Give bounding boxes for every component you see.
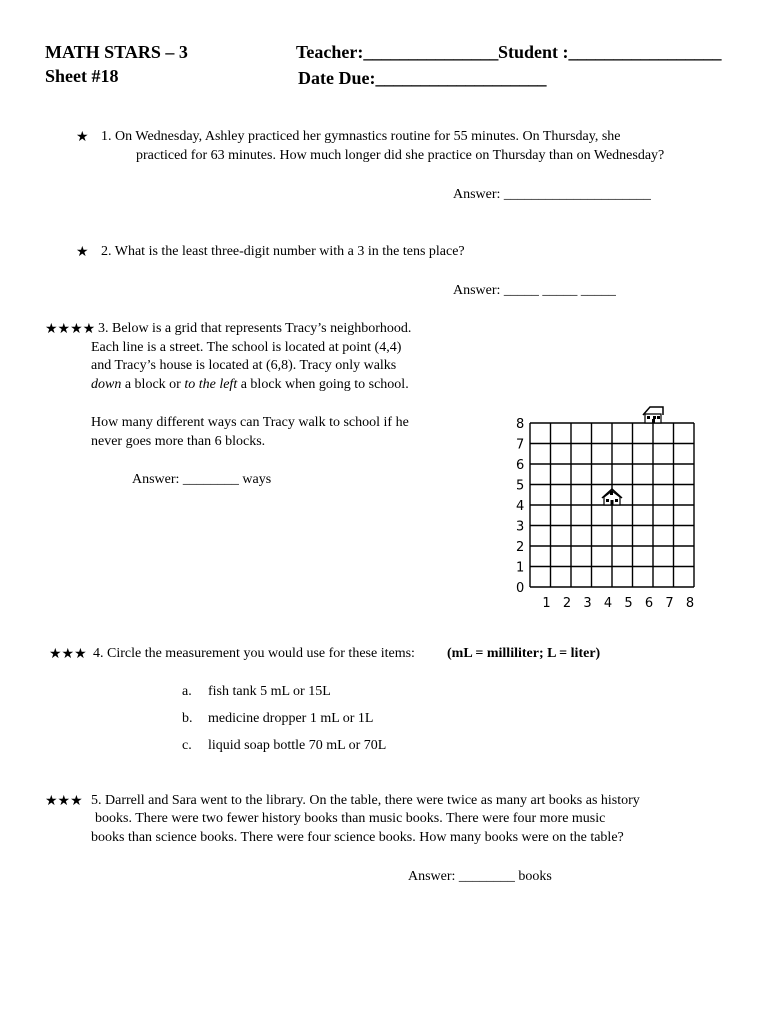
grid-y-label: 1 <box>516 560 525 576</box>
q3-answer[interactable]: Answer: ________ ways <box>132 472 272 487</box>
grid-y-label: 6 <box>516 458 525 473</box>
q4-item-a-letter: a. <box>182 684 192 699</box>
q2-answer[interactable]: Answer: _____ _____ _____ <box>453 283 616 298</box>
q3-text-line1: 3. Below is a grid that represents Tracy’s neighborhood. <box>98 321 412 336</box>
grid-y-label: 7 <box>516 437 525 453</box>
q3-text-line6: never goes more than 6 blocks. <box>91 434 266 449</box>
grid-x-label: 2 <box>562 596 572 611</box>
q3-text-line4 <box>91 377 409 393</box>
teacher-field[interactable]: Teacher:_______________ <box>296 42 499 62</box>
q3-down-emphasis: down <box>91 377 122 392</box>
house-icon <box>643 407 663 423</box>
school-icon <box>602 489 622 505</box>
q5-text-line3: books than science books. There were four science books. How many books were on the table? <box>91 830 624 845</box>
q4-item-c[interactable]: liquid soap bottle 70 mL or 70L <box>208 738 387 753</box>
q3-line4-end: a block when going to school. <box>237 377 409 392</box>
q1-answer[interactable]: Answer: _____________________ <box>453 187 651 202</box>
q1-text-line2: practiced for 63 minutes. How much longer did she practice on Thursday than on Wednesday? <box>136 148 665 163</box>
grid-y-label: 8 <box>516 417 525 432</box>
q1-stars: ★ <box>76 130 89 145</box>
grid-y-label: 3 <box>516 519 525 535</box>
grid-x-label: 3 <box>583 596 592 611</box>
grid-y-label: 4 <box>516 499 525 514</box>
q4-stars: ★★★ <box>49 647 87 662</box>
grid-x-label: 4 <box>603 596 613 611</box>
grid-x-label: 6 <box>644 596 654 611</box>
q2-stars: ★ <box>76 245 89 260</box>
grid-x-label: 5 <box>624 596 633 611</box>
q3-text-line2: Each line is a street. The school is located at point (4,4) <box>91 340 402 355</box>
q4-item-b-letter: b. <box>182 711 193 726</box>
student-field[interactable]: Student :_________________ <box>498 42 722 62</box>
q3-line4-mid: a block or <box>121 377 185 392</box>
q5-answer[interactable]: Answer: ________ books <box>408 869 552 884</box>
q4-item-c-letter: c. <box>182 738 192 753</box>
grid-y-label: 5 <box>516 478 525 494</box>
grid-y-label: 0 <box>516 581 525 596</box>
q5-text-line2: books. There were two fewer history books than music books. There were four more music <box>95 811 606 826</box>
q5-stars: ★★★ <box>45 794 83 809</box>
q5-text-line1: 5. Darrell and Sara went to the library. On the table, there were twice as many art books as history <box>91 793 640 808</box>
grid-x-label: 7 <box>665 596 674 611</box>
q3-text-line5: How many different ways can Tracy walk to school if he <box>91 415 409 430</box>
grid-x-label: 8 <box>685 596 695 611</box>
grid-y-label: 2 <box>516 540 525 555</box>
grid-y-labels <box>516 417 524 596</box>
q4-item-a[interactable]: fish tank 5 mL or 15L <box>208 684 331 699</box>
q4-item-b[interactable]: medicine dropper 1 mL or 1L <box>208 711 374 726</box>
q3-stars: ★★★★ <box>45 322 96 337</box>
grid-x-labels <box>542 596 694 611</box>
q3-left-emphasis: to the left <box>184 377 238 392</box>
q2-text-line1: 2. What is the least three-digit number with a 3 in the tens place? <box>101 244 465 259</box>
sheet-number: Sheet #18 <box>45 66 119 86</box>
date-due-field[interactable]: Date Due:___________________ <box>298 68 547 88</box>
worksheet-title: MATH STARS – 3 <box>45 42 188 62</box>
q3-text-line3: and Tracy’s house is located at (6,8). Tracy only walks <box>91 358 397 373</box>
q1-text-line1: 1. On Wednesday, Ashley practiced her gymnastics routine for 55 minutes. On Thursday, she <box>101 129 621 144</box>
grid-x-label: 1 <box>542 596 551 611</box>
q4-text-line1: 4. Circle the measurement you would use for these items: <box>93 646 415 661</box>
neighborhood-grid <box>512 405 732 615</box>
q4-key: (mL = milliliter; L = liter) <box>447 646 601 661</box>
